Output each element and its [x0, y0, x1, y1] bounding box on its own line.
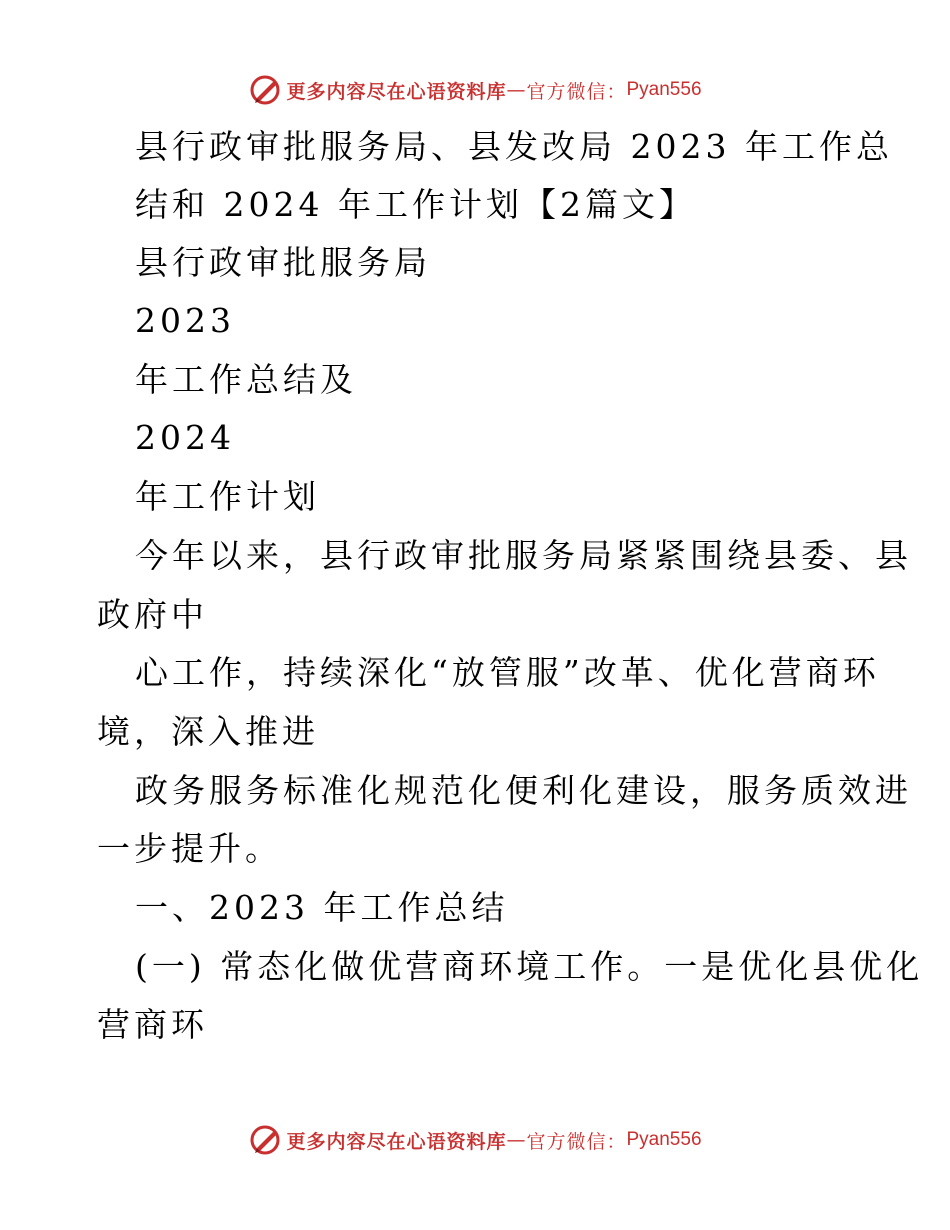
paragraph-line: 今年以来，县行政审批服务局紧紧围绕县委、县: [135, 536, 912, 575]
text-line: 年工作计划: [135, 477, 320, 516]
watermark-wechat-id: Pyan556: [626, 79, 702, 100]
paragraph-line: 一步提升。: [97, 829, 282, 868]
title-line-2: 结和 2024 年工作计划【2篇文】: [135, 185, 696, 224]
paragraph-line: 政府中: [97, 595, 208, 634]
text-line: 县行政审批服务局: [135, 243, 431, 282]
watermark-dash: —: [506, 1129, 527, 1151]
section-heading: 一、2023 年工作总结: [135, 888, 509, 927]
watermark-banner-bottom: [0, 1120, 950, 1160]
paragraph-line: 政务服务标准化规范化便利化建设，服务质效进: [135, 771, 912, 810]
watermark-wechat-id: Pyan556: [626, 1129, 702, 1150]
pen-logo-icon: [248, 73, 282, 107]
pen-logo-icon: [248, 1123, 282, 1157]
paragraph-line: 营商环: [97, 1005, 208, 1044]
text-line: 2024: [135, 418, 235, 457]
watermark-sub-text: 官方微信：: [526, 80, 627, 103]
watermark-banner-top: [0, 70, 950, 110]
watermark-sub-text: 官方微信：: [526, 1130, 627, 1153]
paragraph-line: 境，深入推进: [97, 712, 319, 751]
text-line: 2023: [135, 301, 235, 340]
text-line: 年工作总结及: [135, 360, 357, 399]
watermark-dash: —: [506, 79, 527, 101]
title-line-1: 县行政审批服务局、县发改局 2023 年工作总: [135, 127, 893, 166]
watermark-main-text: 更多内容尽在心语资料库: [286, 80, 507, 103]
watermark-main-text: 更多内容尽在心语资料库: [286, 1130, 507, 1153]
paragraph-line: (一) 常态化做优营商环境工作。一是优化县优化: [135, 947, 924, 986]
paragraph-line: 心工作，持续深化“放管服”改革、优化营商环: [135, 653, 880, 692]
